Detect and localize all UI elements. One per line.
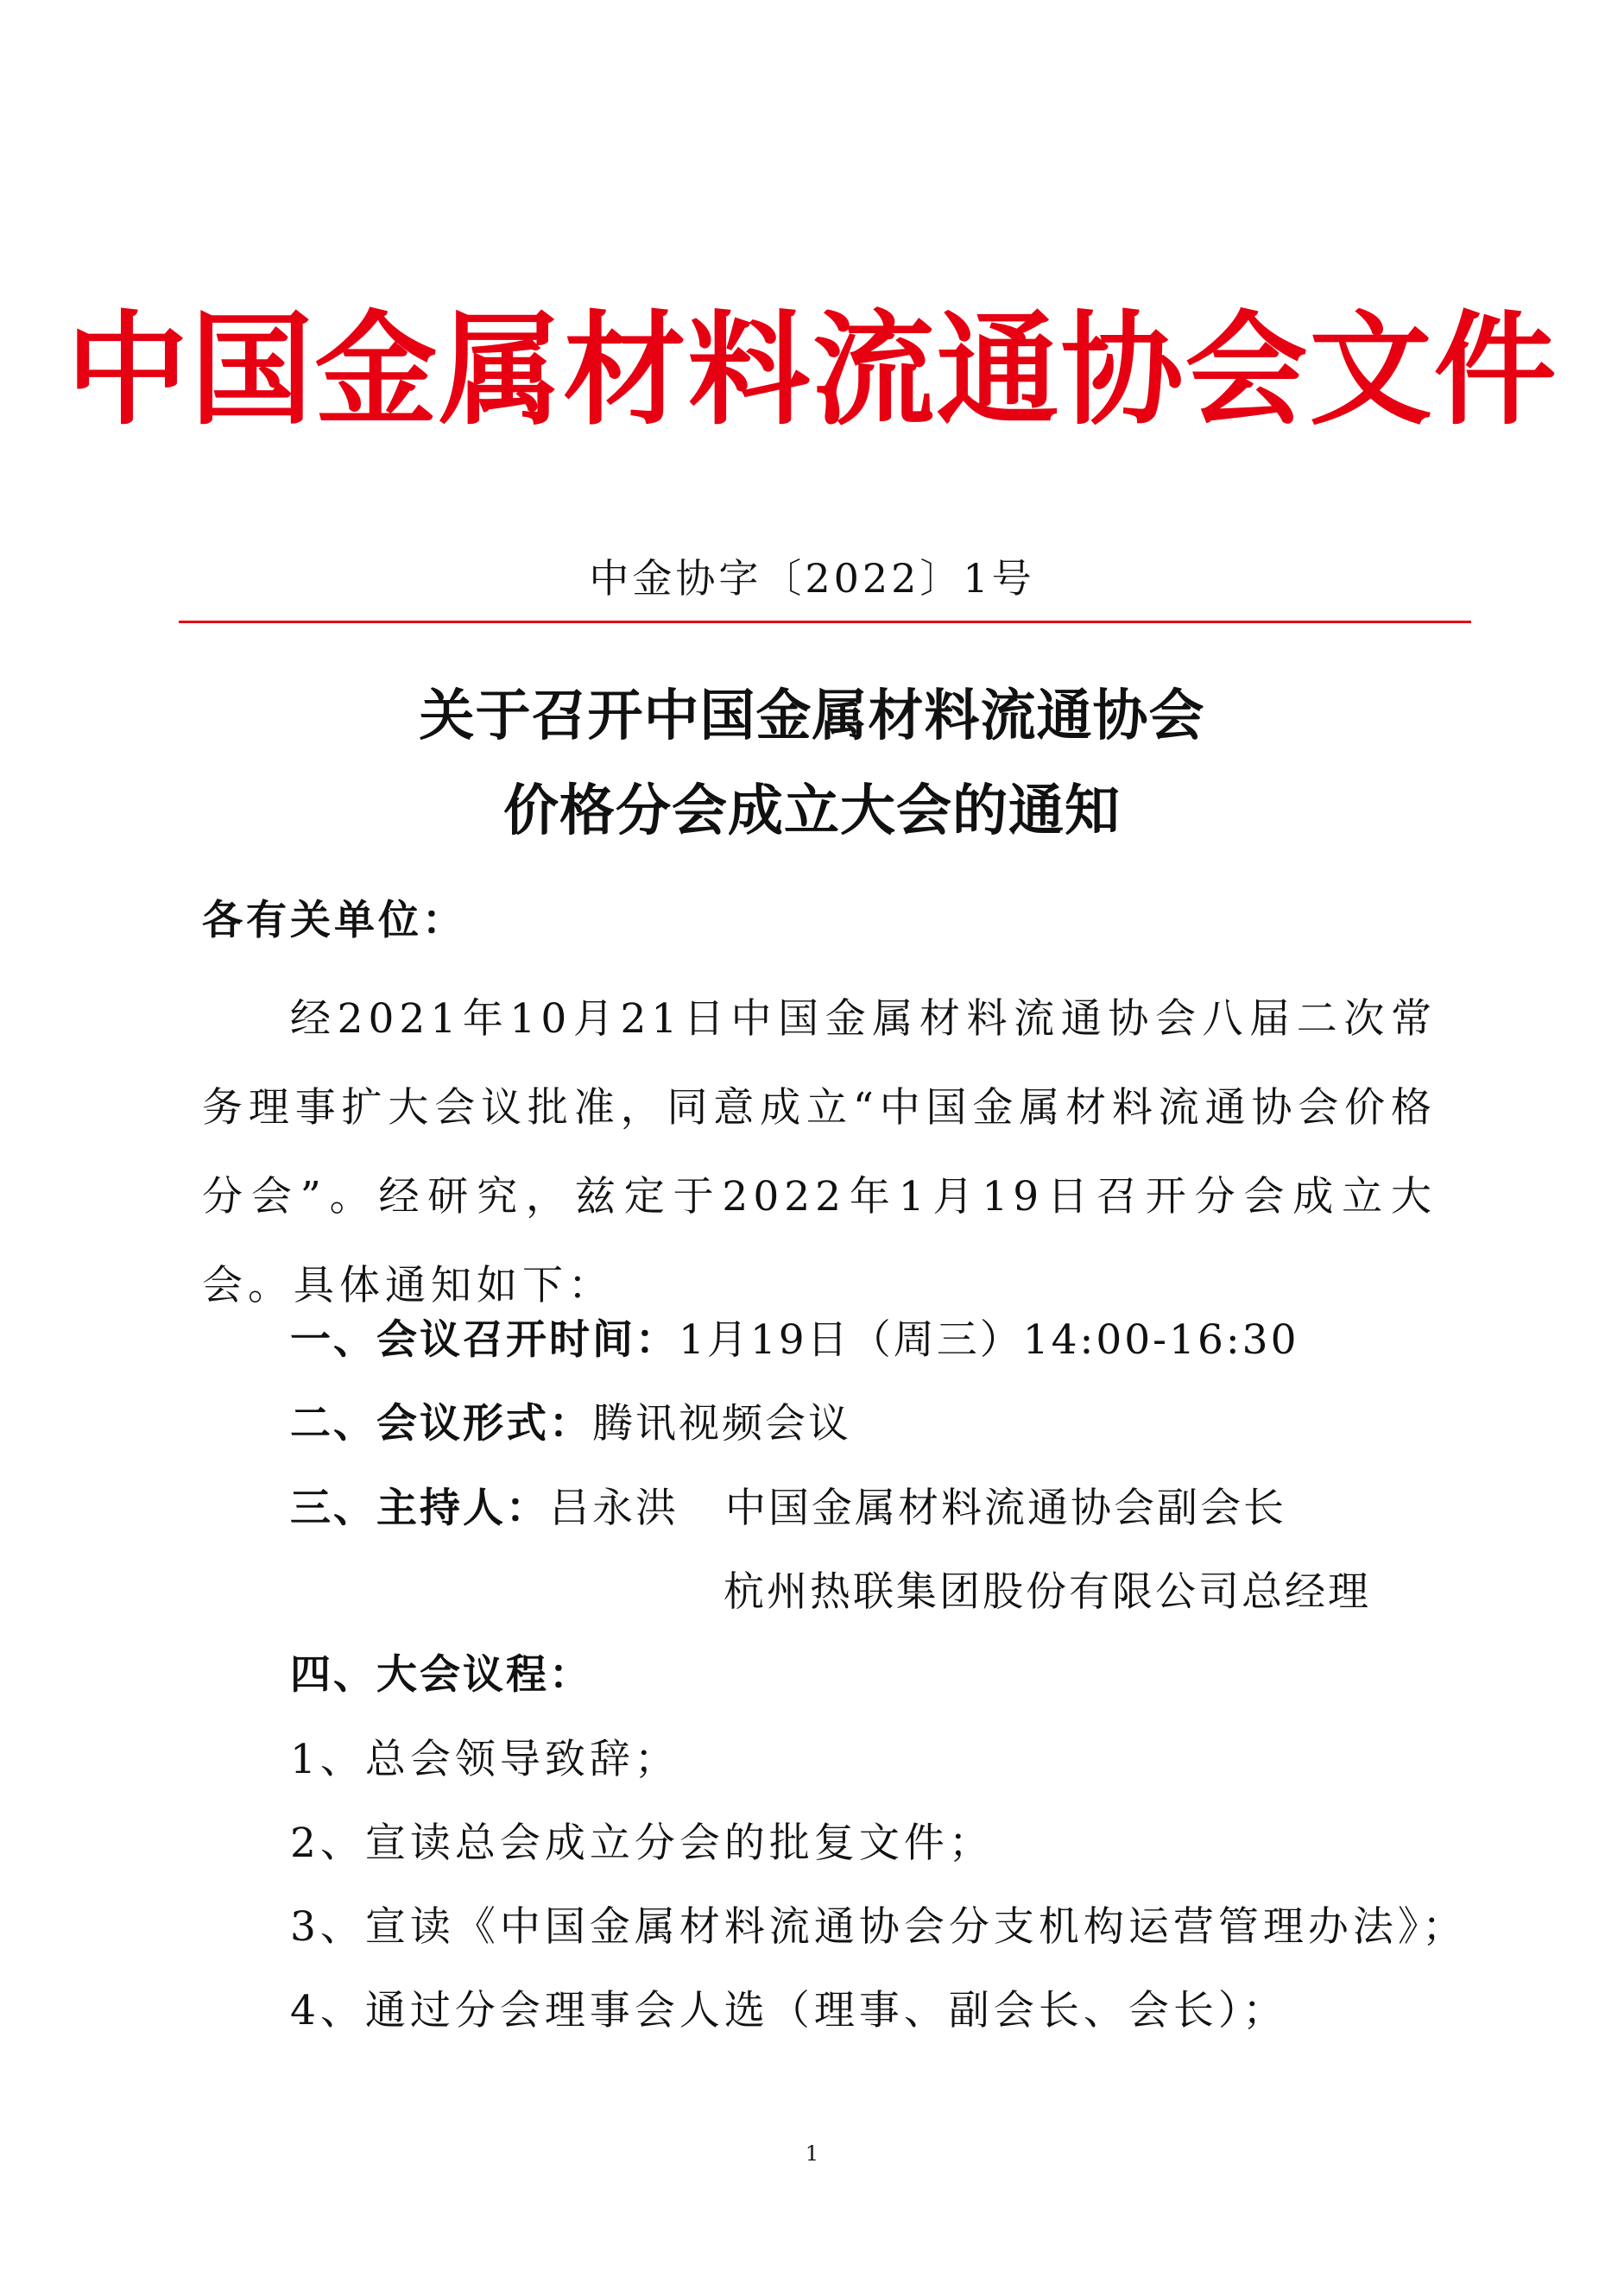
document-number: 中金协字〔2022〕1号: [589, 555, 1035, 602]
meeting-time-value: 1月19日（周三）14:00-16:30: [679, 1316, 1299, 1364]
meeting-time-item: [290, 1313, 1299, 1368]
agenda-entry: 1、总会领导致辞；: [290, 1736, 679, 1783]
host-name: 吕永洪: [549, 1485, 679, 1532]
masthead-title: 中国金属材料流通协会文件: [66, 300, 1558, 442]
notice-title: [0, 669, 1624, 859]
meeting-format-item: [290, 1397, 851, 1452]
host-item: [290, 1481, 1286, 1536]
intro-paragraph: 经2021年10月21日中国金属材料流通协会八届二次常务理事扩大会议批准，同意成立“中国金属材料流通协会价格分会”。经研究，兹定于2022年1月19日召开分会成立大会。具体通知如下：: [202, 995, 1437, 1309]
agenda-entry: 2、宣读总会成立分会的批复文件；: [290, 1820, 994, 1867]
page-number: 1: [805, 2141, 819, 2166]
host-label: 三、主持人：: [290, 1485, 549, 1532]
red-divider-line: [179, 621, 1471, 623]
host-title-1: 中国金属材料流通协会副会长: [725, 1485, 1286, 1532]
agenda-label: 四、大会议程：: [290, 1651, 592, 1699]
meeting-time-label: 一、会议召开时间：: [290, 1316, 679, 1364]
meeting-format-label: 二、会议形式：: [290, 1400, 592, 1448]
notice-title-line-1: 关于召开中国金属材料流通协会: [419, 684, 1205, 748]
salutation: 各有关单位：: [202, 897, 466, 944]
meeting-format-value: 腾讯视频会议: [592, 1400, 851, 1448]
notice-title-line-2: 价格分会成立大会的通知: [503, 779, 1121, 843]
agenda-entry: 4、通过分会理事会人选（理事、副会长、会长）；: [290, 1987, 1288, 2034]
agenda-entry: 3、宣读《中国金属材料流通协会分支机构运营管理办法》；: [290, 1903, 1468, 1951]
host-title-2: 杭州热联集团股份有限公司总经理: [724, 1568, 1371, 1616]
